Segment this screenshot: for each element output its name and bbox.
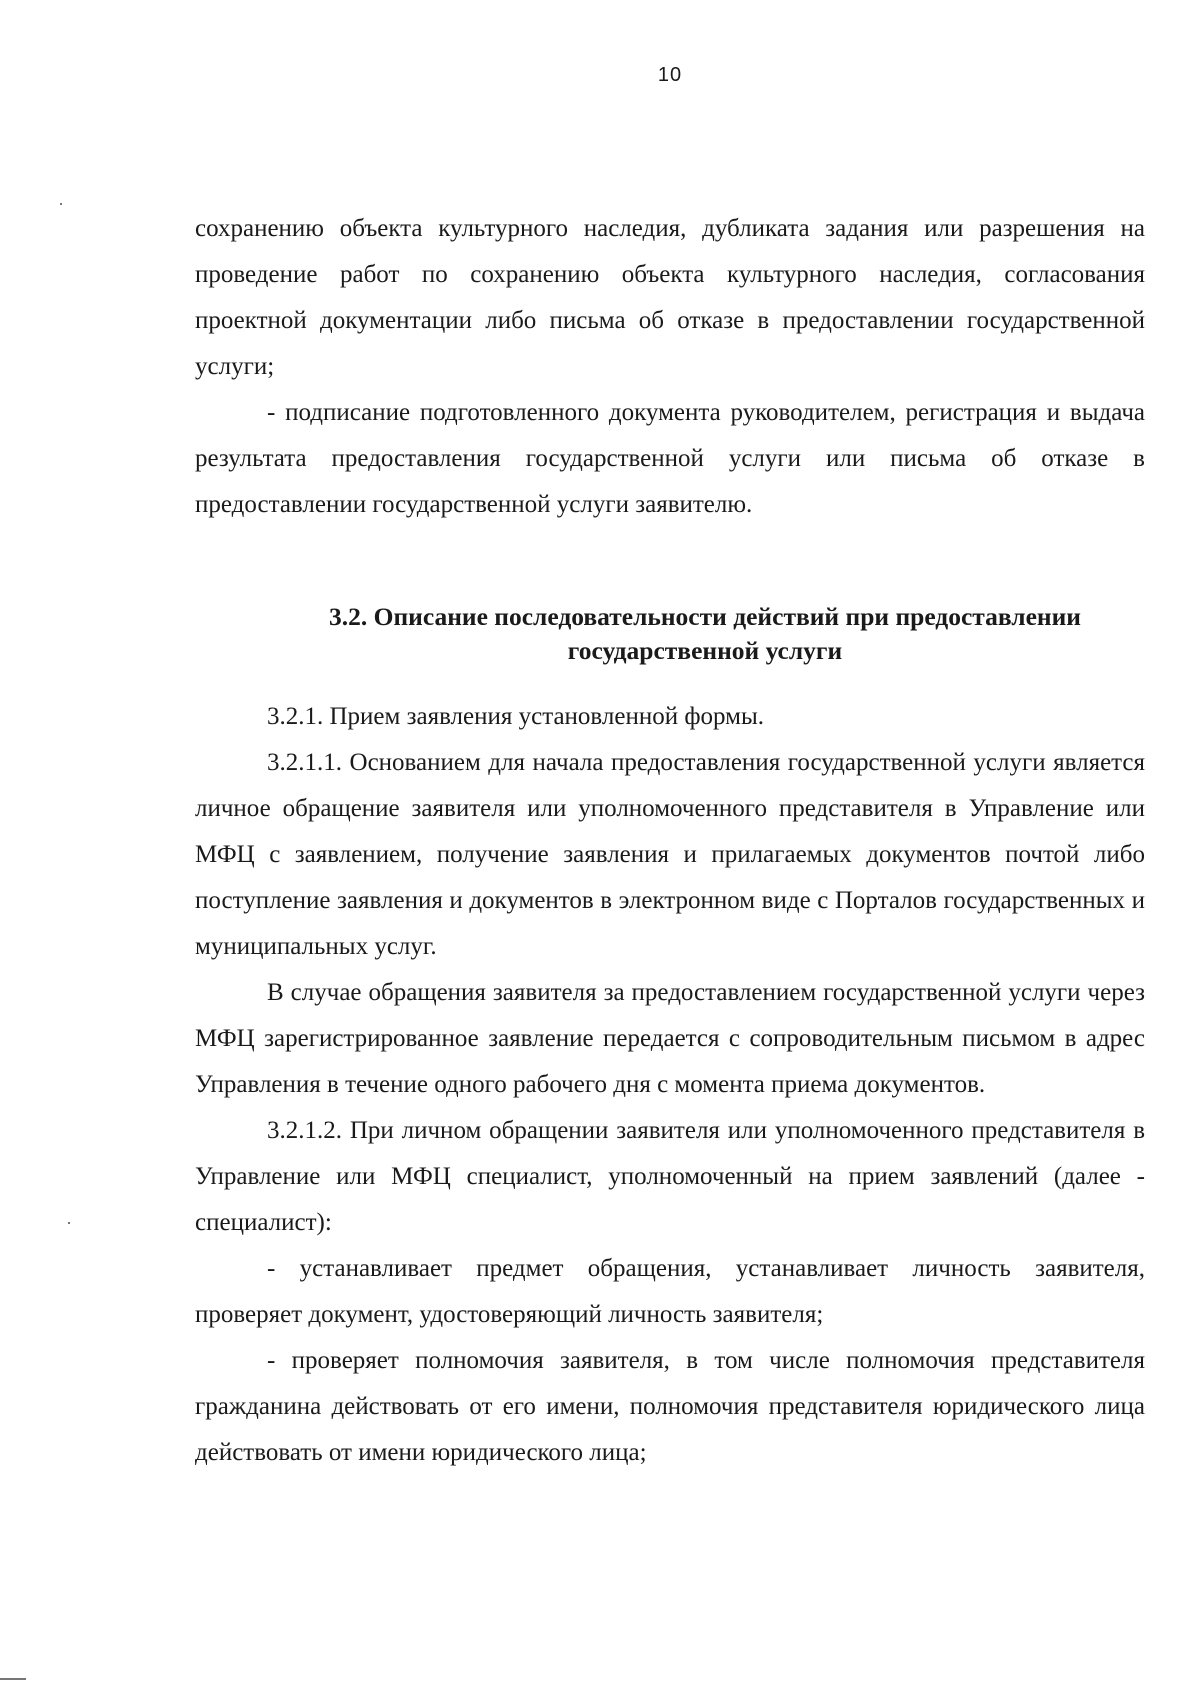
- paragraph: 3.2.1.2. При личном обращении заявителя или уполномоченного представителя в Управление или МФЦ специалист, уполномоченный на прием заявлений (далее - специалист):: [195, 1117, 1145, 1236]
- text-block-main: [195, 694, 1145, 1476]
- paragraph: - подписание подготовленного документа руководителем, регистрация и выдача результата предоставления государственной услуги или письма об отказе в предоставлении государственной услуги заявителю.: [195, 399, 1145, 518]
- section-heading-line: 3.2. Описание последовательности действий при предоставлении: [329, 602, 1081, 631]
- paragraph: - устанавливает предмет обращения, устанавливает личность заявителя, проверяет документ, удостоверяющий личность заявителя;: [195, 1255, 1145, 1328]
- section-heading: [195, 600, 1145, 668]
- paragraph: - проверяет полномочия заявителя, в том числе полномочия представителя гражданина действовать от его имени, полномочия представителя юридического лица действовать от имени юридического лица;: [195, 1347, 1145, 1466]
- scan-mark: [60, 203, 62, 205]
- paragraph: В случае обращения заявителя за предоставлением государственной услуги через МФЦ зарегистрированное заявление передается с сопроводительным письмом в адрес Управления в течение одного рабочего дня с момента приема документов.: [195, 979, 1145, 1098]
- page-number: 10: [657, 64, 683, 86]
- scan-mark: [68, 1222, 70, 1224]
- paragraph: сохранению объекта культурного наследия, дубликата задания или разрешения на проведение работ по сохранению объекта культурного наследия, согласования проектной документации либо письма об отказе в предоставлении государственной услуги;: [195, 215, 1145, 380]
- paragraph: 3.2.1. Прием заявления установленной формы.: [267, 703, 765, 730]
- paragraph: 3.2.1.1. Основанием для начала предоставления государственной услуги является личное обращение заявителя или уполномоченного представителя в Управление или МФЦ с заявлением, получение заявления и прилагаемых документов почтой либо поступление заявления и документов в электронном виде с Порталов государственных и муниципальных услуг.: [195, 749, 1145, 960]
- section-heading-line: государственной услуги: [567, 636, 843, 665]
- scan-mark: [0, 1678, 26, 1680]
- text-block-top: [195, 206, 1145, 528]
